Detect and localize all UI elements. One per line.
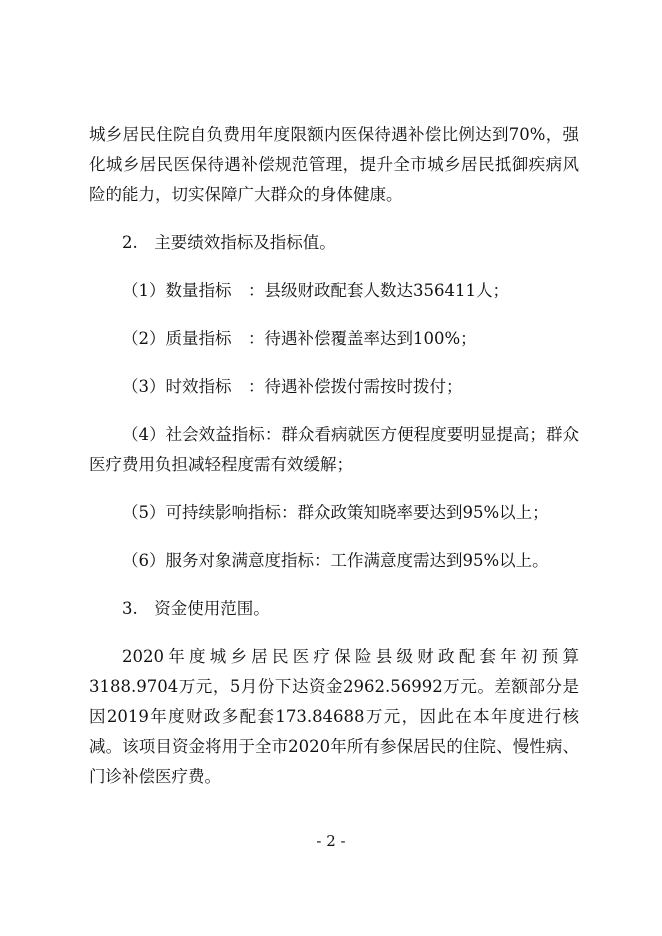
paragraph-fund-details: 2020年度城乡居民医疗保险县级财政配套年初预算3188.9704万元，5月份下达资金2962.56992万元。差额部分是因2019年度财政多配套173.84688万元，因此在本年度进行核减。该项目资金将用于全市2020年所有参保居民的住院、慢性病、门诊补偿医疗费。: [89, 647, 579, 786]
page-number: - 2 -: [316, 832, 346, 850]
document-body: [89, 120, 579, 810]
paragraph-benefit-goal: 城乡居民住院自负费用年度限额内医保待遇补偿比例达到70%，强化城乡居民医保待遇补偿规范管理，提升全市城乡居民抵御疾病风险的能力，切实保障广大群众的身体健康。: [89, 125, 579, 204]
heading-performance-indicators: 2. 主要绩效指标及指标值。: [122, 233, 336, 252]
indicator-quality: （2）质量指标 ：待遇补偿覆盖率达到100%；: [122, 329, 477, 348]
indicator-satisfaction: （6）服务对象满意度指标：工作满意度需达到95%以上。: [122, 551, 549, 570]
heading-fund-usage: 3. 资金使用范围。: [122, 599, 270, 618]
indicator-social-benefit: （4）社会效益指标：群众看病就医方便程度要明显提高；群众医疗费用负担减轻程度需有效缓解；: [89, 425, 579, 474]
indicator-timeliness: （3）时效指标 ：待遇补偿拨付需按时拨付；: [122, 377, 463, 396]
indicator-sustainability: （5）可持续影响指标：群众政策知晓率要达到95%以上；: [122, 503, 549, 522]
indicator-quantity: （1）数量指标 ：县级财政配套人数达356411人；: [122, 281, 509, 300]
